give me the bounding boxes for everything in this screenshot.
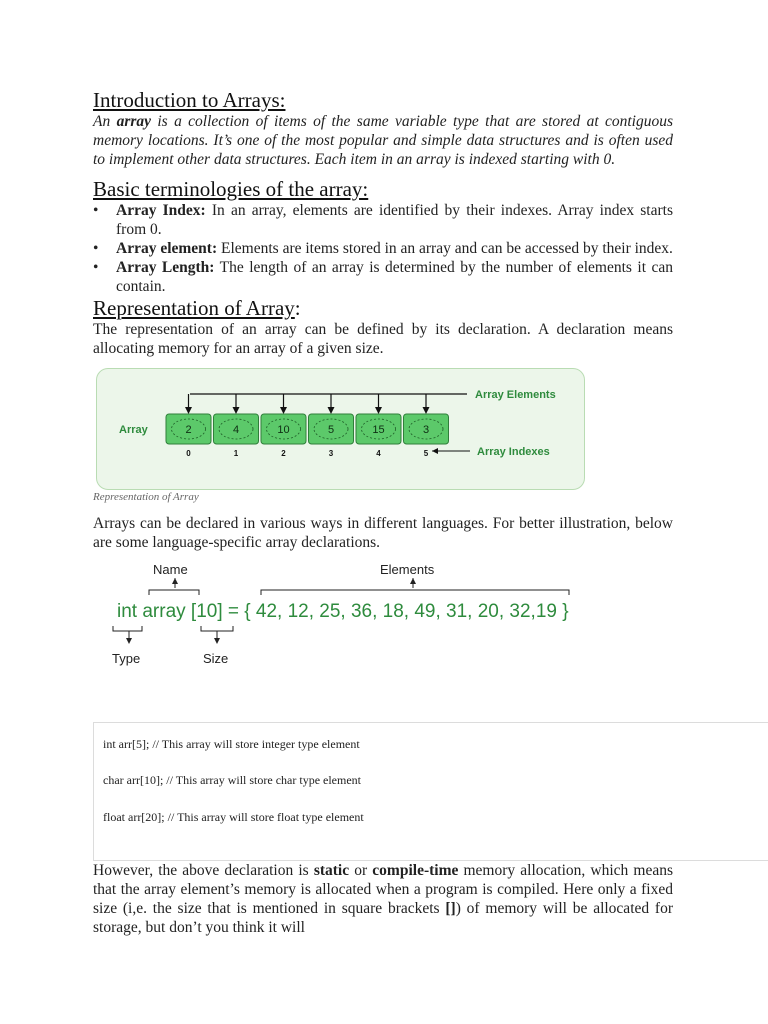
name-label: Name bbox=[153, 562, 188, 577]
array-index: 4 bbox=[376, 449, 381, 458]
static-allocation-paragraph: However, the above declaration is static or compile-time memory allocation, which means that the array element’s memory is allocated when a program is compiled. Here only a fixed size (i,e. the size that is mentioned in square brackets []) of memory will be allocated for storage, but don’t you think it will bbox=[93, 862, 673, 936]
array-index: 2 bbox=[281, 449, 286, 458]
array-index: 0 bbox=[186, 449, 191, 458]
element-pointer-arrow bbox=[375, 407, 382, 414]
array-cell-value: 15 bbox=[372, 424, 385, 436]
figure-caption: Representation of Array bbox=[93, 491, 199, 503]
list-item: • Array Index: In an array, elements are identified by their indexes. Array index starts from 0. bbox=[93, 202, 673, 238]
type-label: Type bbox=[112, 651, 141, 666]
array-cell-value: 5 bbox=[327, 424, 335, 436]
list-item: • Array Length: The length of an array is determined by the number of elements it can contain. bbox=[93, 259, 673, 295]
array-cell-value: 4 bbox=[232, 424, 240, 436]
element-pointer-arrow bbox=[328, 407, 335, 414]
array-indexes-label: Array Indexes bbox=[477, 446, 550, 458]
intro-paragraph: An array is a collection of items of the same variable type that are stored at contiguous memory locations. It’s one of the most popular and simple data structures and is often used to implement other data structures. Each item in an array is indexed starting with 0. bbox=[93, 113, 674, 168]
representation-paragraph: The representation of an array can be defined by its declaration. A declaration means allocating memory for an array of a given size. bbox=[93, 321, 673, 357]
element-pointer-arrow bbox=[185, 407, 192, 414]
array-index: 3 bbox=[328, 449, 334, 458]
declarations-paragraph: Arrays can be declared in various ways in different languages. For better illustration, below are some language-specific array declarations. bbox=[93, 515, 673, 551]
array-cell-value: 2 bbox=[185, 424, 192, 436]
array-cell-value: 10 bbox=[277, 424, 290, 436]
array-representation-figure bbox=[96, 368, 585, 490]
array-cell-value: 3 bbox=[422, 424, 430, 436]
elements-label: Elements bbox=[380, 562, 435, 577]
code-block bbox=[93, 722, 768, 861]
list-item: • Array element: Elements are items stored in an array and can be accessed by their index. bbox=[93, 240, 673, 257]
terminology-list bbox=[93, 201, 673, 296]
code-line: float arr[20]; // This array will store float type element bbox=[103, 810, 364, 824]
declaration-diagram bbox=[93, 558, 573, 688]
code-line: char arr[10]; // This array will store char type element bbox=[103, 773, 362, 787]
size-label: Size bbox=[203, 651, 229, 666]
element-pointer-arrow bbox=[423, 407, 430, 414]
declaration-figure bbox=[93, 558, 573, 688]
intro-heading: Introduction to Arrays: bbox=[93, 88, 286, 112]
declaration-code: int array [10] = { 42, 12, 25, 36, 18, 49, 31, 20, 32,19 } bbox=[117, 601, 569, 622]
array-label: Array bbox=[119, 424, 148, 436]
document-page bbox=[93, 88, 673, 688]
element-pointer-arrow bbox=[233, 407, 240, 414]
code-line: int arr[5]; // This array will store integer type element bbox=[103, 737, 360, 751]
array-index: 1 bbox=[233, 449, 239, 458]
array-elements-label: Array Elements bbox=[475, 389, 556, 401]
array-index: 5 bbox=[423, 449, 429, 458]
element-pointer-arrow bbox=[280, 407, 287, 414]
array-diagram bbox=[97, 369, 584, 489]
representation-heading: Representation of Array: bbox=[93, 296, 301, 320]
basic-terminologies-heading: Basic terminologies of the array: bbox=[93, 177, 369, 201]
